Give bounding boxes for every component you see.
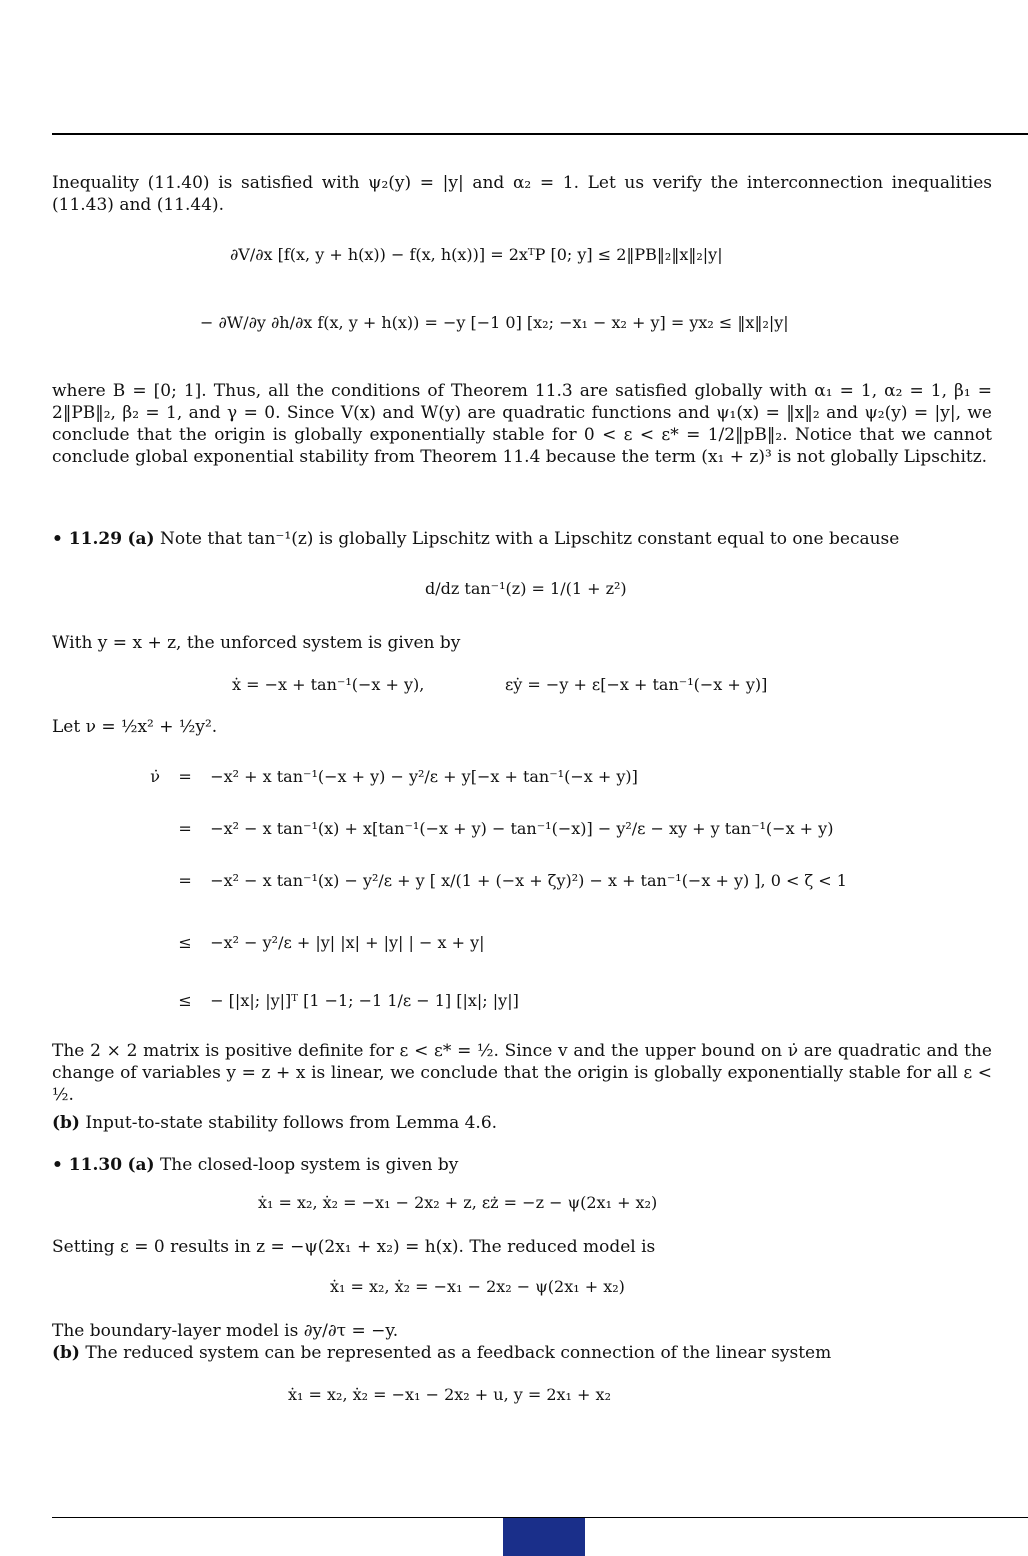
derivation-rhs: −x² + x tan⁻¹(−x + y) − y²/ε + y[−x + tan⁻¹(−x + y)] [210, 767, 638, 786]
relation-le: ≤ [178, 991, 192, 1010]
relation-eq: = [178, 871, 192, 890]
derivation-rhs: −x² − x tan⁻¹(x) + x[tan⁻¹(−x + y) − tan⁻¹(−x)] − y²/ε − xy + y tan⁻¹(−x + y) [210, 819, 834, 838]
part-label: (b) [52, 1343, 80, 1363]
header-rule [52, 133, 1028, 135]
part-label: (a) [127, 1155, 155, 1175]
equation-reduced-model: ẋ₁ = x₂, ẋ₂ = −x₁ − 2x₂ − ψ(2x₁ + x₂) [330, 1277, 625, 1296]
relation-eq: = [178, 819, 192, 838]
derivation-line-4 [130, 932, 485, 954]
paragraph-boundary-layer: The boundary-layer model is ∂y/∂τ = −y. [52, 1321, 399, 1341]
equation-ydot: εẏ = −y + ε[−x + tan⁻¹(−x + y)] [505, 675, 768, 694]
equation-xdot: ẋ = −x + tan⁻¹(−x + y), [232, 675, 425, 694]
equation-dwdy: − ∂W/∂y ∂h/∂x f(x, y + h(x)) = −y [−1 0] [x₂; −x₁ − x₂ + y] = yx₂ ≤ ‖x‖₂|y| [200, 313, 789, 332]
derivation-line-3 [130, 870, 847, 892]
paragraph-lyapunov: Let ν = ½x² + ½y². [52, 717, 218, 737]
section-text: The closed-loop system is given by [159, 1155, 459, 1175]
derivation-line-1 [130, 766, 638, 788]
paragraph-iss [52, 1112, 992, 1134]
derivation-rhs: −x² − x tan⁻¹(x) − y²/ε + y [ x/(1 + (−x + ζy)²) − x + tan⁻¹(−x + y) ], 0 < ζ < 1 [210, 871, 847, 890]
equation-derivative-arctan: d/dz tan⁻¹(z) = 1/(1 + z²) [425, 579, 627, 598]
paragraph-conditions: where B = [0; 1]. Thus, all the conditions of Theorem 11.3 are satisfied globally with α₁ = 1, α₂ = 1, β₁ = 2‖PB‖₂, β₂ = 1, and γ = 0. Since V(x) and W(y) are quadratic functions and ψ₁(x) = ‖x‖₂ and ψ₂(y) = |y|, we conclude that the origin is globally exponentially stable for 0 < ε < ε* = 1/2‖pB‖₂. Notice that we cannot conclude global exponential stability from Theorem 11.4 because the term (x₁ + z)³ is not globally Lipschitz. [52, 381, 992, 467]
paragraph-reduced: Setting ε = 0 results in z = −ψ(2x₁ + x₂) = h(x). The reduced model is [52, 1237, 656, 1257]
derivation-rhs: − [|x|; |y|]ᵀ [1 −1; −1 1/ε − 1] [|x|; |y|] [210, 991, 519, 1010]
derivation-rhs: −x² − y²/ε + |y| |x| + |y| | − x + y| [210, 933, 485, 952]
part-label: (a) [127, 529, 155, 549]
section-text: Note that tan⁻¹(z) is globally Lipschitz with a Lipschitz constant equal to one because [159, 529, 900, 549]
section-number: • 11.29 [52, 529, 123, 549]
section-11-30-heading [52, 1154, 992, 1176]
paragraph-inequality: Inequality (11.40) is satisfied with ψ₂(y) = |y| and α₂ = 1. Let us verify the interconnection inequalities (11.43) and (11.44). [52, 173, 992, 215]
relation-eq: = [178, 767, 192, 786]
nu-dot: ν̇ [150, 767, 160, 786]
section-number: • 11.30 [52, 1155, 123, 1175]
paragraph-text: The reduced system can be represented as a feedback connection of the linear system [85, 1343, 832, 1363]
part-label: (b) [52, 1113, 80, 1133]
paragraph-text: Input-to-state stability follows from Lemma 4.6. [85, 1113, 498, 1133]
equation-closed-loop: ẋ₁ = x₂, ẋ₂ = −x₁ − 2x₂ + z, εż = −z − ψ(2x₁ + x₂) [258, 1193, 658, 1212]
page-footer-tab [503, 1518, 585, 1556]
derivation-line-2 [130, 818, 833, 840]
derivation-line-5 [130, 990, 519, 1012]
relation-le: ≤ [178, 933, 192, 952]
equation-linear-system: ẋ₁ = x₂, ẋ₂ = −x₁ − 2x₂ + u, y = 2x₁ + x₂ [288, 1385, 611, 1404]
section-11-29-heading [52, 528, 992, 550]
paragraph-unforced: With y = x + z, the unforced system is given by [52, 633, 461, 653]
paragraph-feedback [52, 1342, 992, 1364]
equation-dvdx: ∂V/∂x [f(x, y + h(x)) − f(x, h(x))] = 2xᵀP [0; y] ≤ 2‖PB‖₂‖x‖₂|y| [230, 245, 723, 264]
paragraph-positive-definite: The 2 × 2 matrix is positive definite for ε < ε* = ½. Since v and the upper bound on ν̇ are quadratic and the change of variables y = z + x is linear, we conclude that the origin is globally exponentially stable for all ε < ½. [52, 1041, 992, 1105]
